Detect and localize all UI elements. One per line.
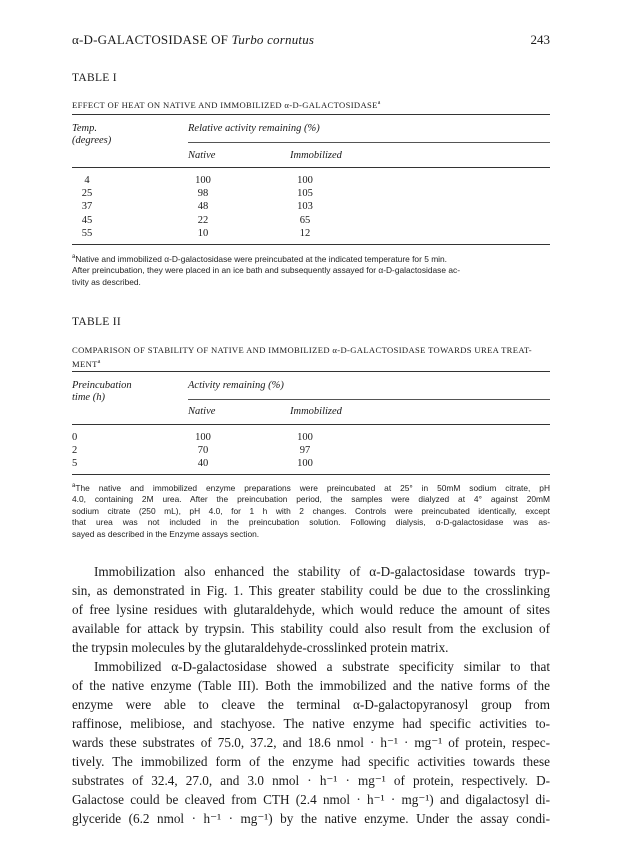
table1-immobilized-cell: 103: [297, 201, 313, 213]
table2-footnote: [72, 481, 550, 540]
table2-footnote-line: sodium citrate (250 mL), pH 4.0, for 1 h with 2 changes. Controls were preincubated identically, except: [72, 505, 550, 516]
body-text-line: Galactose could be cleaved from CTH (2.4 nmol · h⁻¹ · mg⁻¹) and digalactosyl di-: [72, 792, 550, 807]
table1-footnote-line-1: $^a$Native and immobilized α-D-galactosidase were preincubated at the indicated temperature for 5 min.: [72, 253, 448, 264]
table2-native-cell: 70: [197, 445, 209, 456]
body-text-line: enzyme were able to cleave the terminal α-D-galactopyranosyl group from: [72, 697, 550, 712]
table2-immobilized-cell: 97: [299, 445, 311, 456]
body-text-line: wards these substrates of 75.0, 37.2, and 18.6 nmol · h⁻¹ · mg⁻¹ of protein, respec-: [72, 735, 550, 750]
body-text-line: of the native enzyme (Table III). Both the immobilized and the native forms of the: [72, 678, 550, 693]
table2-stub-header-2: time (h): [72, 392, 105, 403]
table2-caption: [72, 344, 550, 370]
running-head-prefix: α-D-GALACTOSIDASE OF: [72, 32, 232, 47]
table1-temp-cell: 45: [81, 214, 93, 226]
table2-group-rule: [188, 399, 550, 400]
table1-native-cell: 22: [197, 214, 209, 226]
body-text-line: sin, as demonstrated in Fig. 1. This greater stability could be due to the crosslinking: [72, 583, 550, 598]
table1-group-header: Relative activity remaining (%): [188, 123, 320, 134]
table2-header-rule: [72, 424, 550, 425]
body-text-line: Immobilized α-D-galactosidase showed a substrate specificity similar to that: [94, 659, 550, 674]
table2-label: TABLE II: [72, 316, 122, 328]
body-text-line: tively. The immobilized form of the enzyme had specific activities towards these: [72, 754, 550, 769]
table1-immobilized-cell: 12: [299, 227, 311, 239]
body-text-line: available for attack by trypsin. This stability could also result from the exclusion of: [72, 621, 550, 636]
table2-time-cell: 0: [72, 432, 78, 443]
body-text-line: of free lysine residues with glutaraldehyde, which would reduce the amount of sites: [72, 602, 550, 617]
table1-caption-text: EFFECT OF HEAT ON NATIVE AND IMMOBILIZED α-D-GALACTOSIDASE$^a$: [72, 99, 381, 110]
table1-label: TABLE I: [72, 72, 117, 84]
table1-bottom-rule: [72, 244, 550, 245]
page-number: 243: [530, 32, 550, 47]
running-head-title: [72, 32, 314, 48]
table2-immobilized-cell: 100: [297, 458, 313, 469]
table1-immobilized-cell: 100: [297, 175, 313, 186]
body-text-line: substrates of 32.4, 27.0, and 3.0 nmol · h⁻¹ · mg⁻¹ of protein, respectively. D-: [72, 773, 550, 788]
table1-immobilized-header: Immobilized: [290, 150, 342, 161]
table1-stub-header-1: Temp.: [72, 123, 97, 134]
table2-native-header: Native: [188, 406, 216, 417]
body-text-line: raffinose, melibiose, and stachyose. The native enzyme had specific activities to-: [72, 716, 550, 731]
table1-temp-cell: 25: [81, 188, 93, 200]
table1-header-rule: [72, 167, 550, 168]
body-text-line: glyceride (6.2 nmol · h⁻¹ · mg⁻¹) by the native enzyme. Under the assay condi-: [72, 811, 550, 826]
table2-native-cell: 100: [195, 432, 211, 443]
table1-footnote-line-2: After preincubation, they were placed in an ice bath and subsequently assayed for α-D-galactosidase ac-: [72, 265, 460, 276]
running-head-species: Turbo cornutus: [231, 32, 315, 47]
body-text-line: the trypsin molecules by the glutaraldehyde-crosslinked protein matrix.: [72, 640, 449, 655]
table2-footnote-line: 4.0, containing 2M urea. After the preincubation period, the samples were dialyzed at 4° against 20mM: [72, 494, 550, 505]
table2-time-cell: 5: [72, 458, 78, 469]
table1-top-rule: [72, 114, 550, 115]
running-head: [72, 32, 550, 50]
table1-native-cell: 98: [197, 188, 209, 200]
table1-footnote: [72, 252, 550, 288]
table2-footnote-line: sayed as described in the Enzyme assays section.: [72, 528, 260, 539]
table1-footnote-line-3: tivity as described.: [72, 276, 141, 287]
table2-time-cell: 2: [72, 445, 78, 456]
table2-top-rule: [72, 371, 550, 372]
table1-native-cell: 48: [197, 201, 209, 213]
table2-immobilized-cell: 100: [297, 432, 313, 443]
table1-native-cell: 100: [195, 175, 211, 186]
body-text-line: Immobilization also enhanced the stability of α-D-galactosidase towards tryp-: [94, 564, 550, 579]
table1-temp-cell: 55: [81, 227, 93, 239]
table1-group-rule: [188, 142, 550, 143]
table1-temp-cell: 4: [84, 175, 90, 186]
table1-immobilized-cell: 105: [297, 188, 313, 200]
table1-native-cell: 10: [197, 227, 209, 239]
table1-native-header: Native: [188, 150, 216, 161]
table2-native-cell: 40: [197, 458, 209, 469]
table1-caption: [72, 97, 550, 111]
table2-caption-line-1: COMPARISON OF STABILITY OF NATIVE AND IMMOBILIZED α-D-GALACTOSIDASE TOWARDS UREA TREAT-: [72, 345, 532, 355]
table1-temp-cell: 37: [81, 201, 93, 213]
table1-immobilized-cell: 65: [299, 214, 311, 226]
table2-footnote-line: that urea was not included in the preincubation solution. Following dialysis, α-D-galactosidase was as-: [72, 517, 550, 528]
body-text: [72, 562, 550, 828]
table2-immobilized-header: Immobilized: [290, 406, 342, 417]
table2-footnote-line: $^a$The native and immobilized enzyme preparations were preincubated at 25° in 50mM sodium citrate, pH: [72, 482, 550, 493]
table2-bottom-rule: [72, 474, 550, 475]
table2-group-header: Activity remaining (%): [188, 380, 284, 391]
table1-stub-header-2: (degrees): [72, 135, 112, 146]
table2-stub-header-1: Preincubation: [72, 380, 132, 391]
table2-caption-line-2: MENT$^a$: [72, 358, 101, 369]
